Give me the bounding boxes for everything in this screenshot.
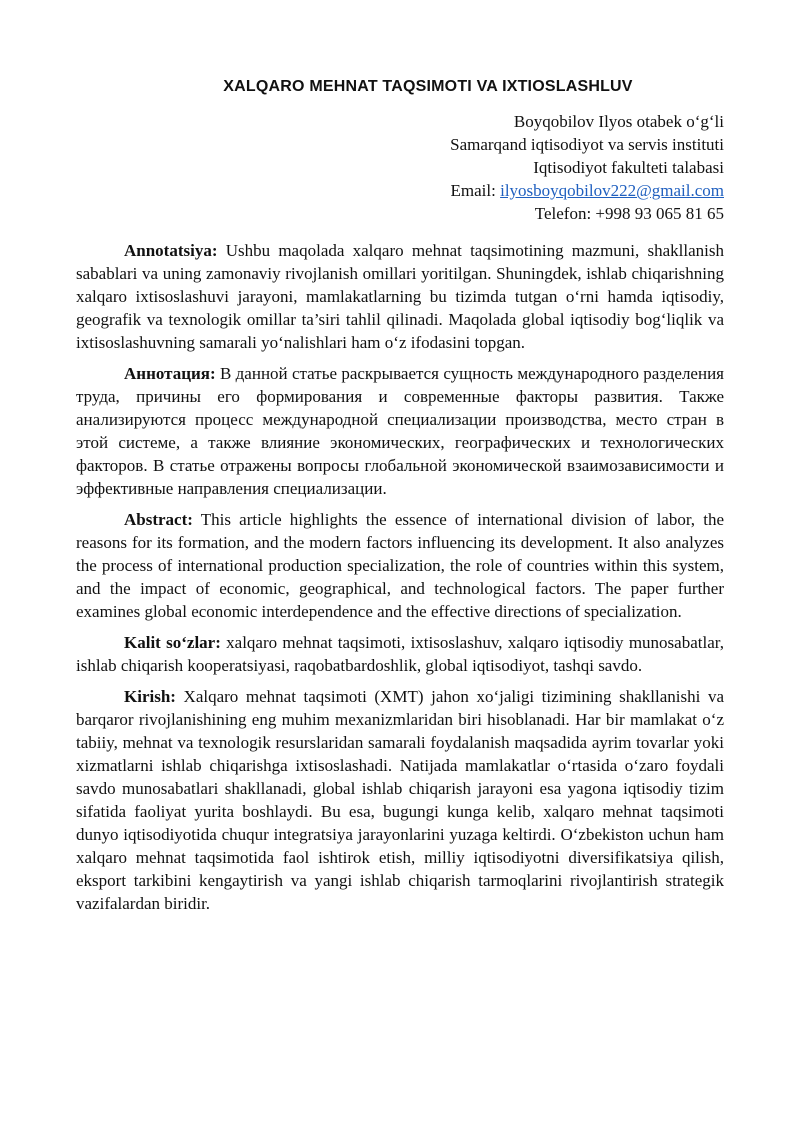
introduction-text: Xalqaro mehnat taqsimoti (XMT) jahon xo‘jaligi tizimining shakllanishi va barqaror rivojlanishining eng muhim mexanizmlaridan biri hisoblanadi. Har bir mamlakat o‘z tabiiy, mehnat va texnologik resurslaridan samarali foydalanish maqsadida ayrim tovarlar yoki xizmatlarni ishlab chiqarishga ixtisoslashadi. Natijada mamlakatlar o‘rtasida o‘zaro foydali savdo munosabatlari shakllanadi, global ishlab chiqarish jarayoni esa yagona iqtisodiy tizim sifatida faoliyat yurita boshlaydi. Bu esa, bugungi kunga kelib, xalqaro mehnat taqsimoti dunyo iqtisodiyotida chuqur integratsiya jarayonlarini yuzaga keltirdi. O‘zbekiston uchun ham xalqaro mehnat taqsimotida faol ishtirok etish, milliy iqtisodiyotni diversifikatsiya qilish, eksport tarkibini kengaytirish va yangi ishlab chiqarish tarmoqlarini rivojlantirish strategik vazifalardan biridir. (76, 687, 724, 913)
abstract-en-paragraph (76, 508, 724, 623)
author-institution: Samarqand iqtisodiyot va servis instituti (450, 135, 724, 154)
annotation-ru-paragraph (76, 362, 724, 500)
introduction-paragraph (76, 685, 724, 915)
paper-title: XALQARO MEHNAT TAQSIMOTI VA IXTIOSLASHLUV (223, 78, 633, 95)
author-block (76, 110, 724, 225)
introduction-heading: Kirish: (124, 687, 176, 706)
author-name: Boyqobilov Ilyos otabek o‘g‘li (513, 112, 724, 131)
abstract-en-heading: Abstract: (124, 510, 193, 529)
author-email-line (76, 179, 724, 202)
annotation-ru-text: В данной статье раскрывается сущность международного разделения труда, причины его формирования и современные факторы развития. Также анализируются процесс международной специализации производства, место стран в этой системе, а также влияние экономических, географических и технологических факторов. В статье отражены вопросы глобальной экономической взаимозависимости и эффективные направления специализации. (76, 364, 724, 498)
keywords-paragraph (76, 631, 724, 677)
annotation-uz-paragraph (76, 239, 724, 354)
email-label: Email: (450, 181, 501, 200)
keywords-text: xalqaro mehnat taqsimoti, ixtisoslashuv, xalqaro iqtisodiy munosabatlar, ishlab chiqarish kooperatsiyasi, raqobatbardoshlik, global iqtisodiyot, tashqi savdo. (76, 633, 724, 675)
author-faculty: Iqtisodiyot fakulteti talabasi (533, 158, 724, 177)
keywords-heading: Kalit so‘zlar: (124, 633, 221, 652)
paper-page (76, 76, 724, 923)
annotation-ru-heading: Аннотация: (124, 364, 216, 383)
annotation-uz-heading: Annotatsiya: (124, 241, 218, 260)
email-link[interactable]: ilyosboyqobilov222@gmail.com (500, 181, 724, 200)
abstract-en-text: This article highlights the essence of international division of labor, the reasons for its formation, and the modern factors influencing its development. It also analyzes the process of international production specialization, the role of countries within this system, and the impact of economic, geographical, and technological factors. The paper further examines global economic interdependence and the effective directions of specialization. (76, 510, 724, 621)
annotation-uz-text: Ushbu maqolada xalqaro mehnat taqsimotining mazmuni, shakllanish sabablari va uning zamonaviy rivojlanish omillari yoritilgan. Shuningdek, ishlab chiqarishning xalqaro ixtisoslashuvi jarayoni, mamlakatlarning bu tizimda tutgan o‘rni hamda iqtisodiy, geografik va texnologik omillar ta’siri tahlil qilinadi. Maqolada global iqtisodiy bog‘liqlik va ixtisoslashuvning samarali yo‘nalishlari ham o‘z ifodasini topgan. (76, 241, 724, 352)
author-phone: Telefon: +998 93 065 81 65 (534, 204, 724, 223)
